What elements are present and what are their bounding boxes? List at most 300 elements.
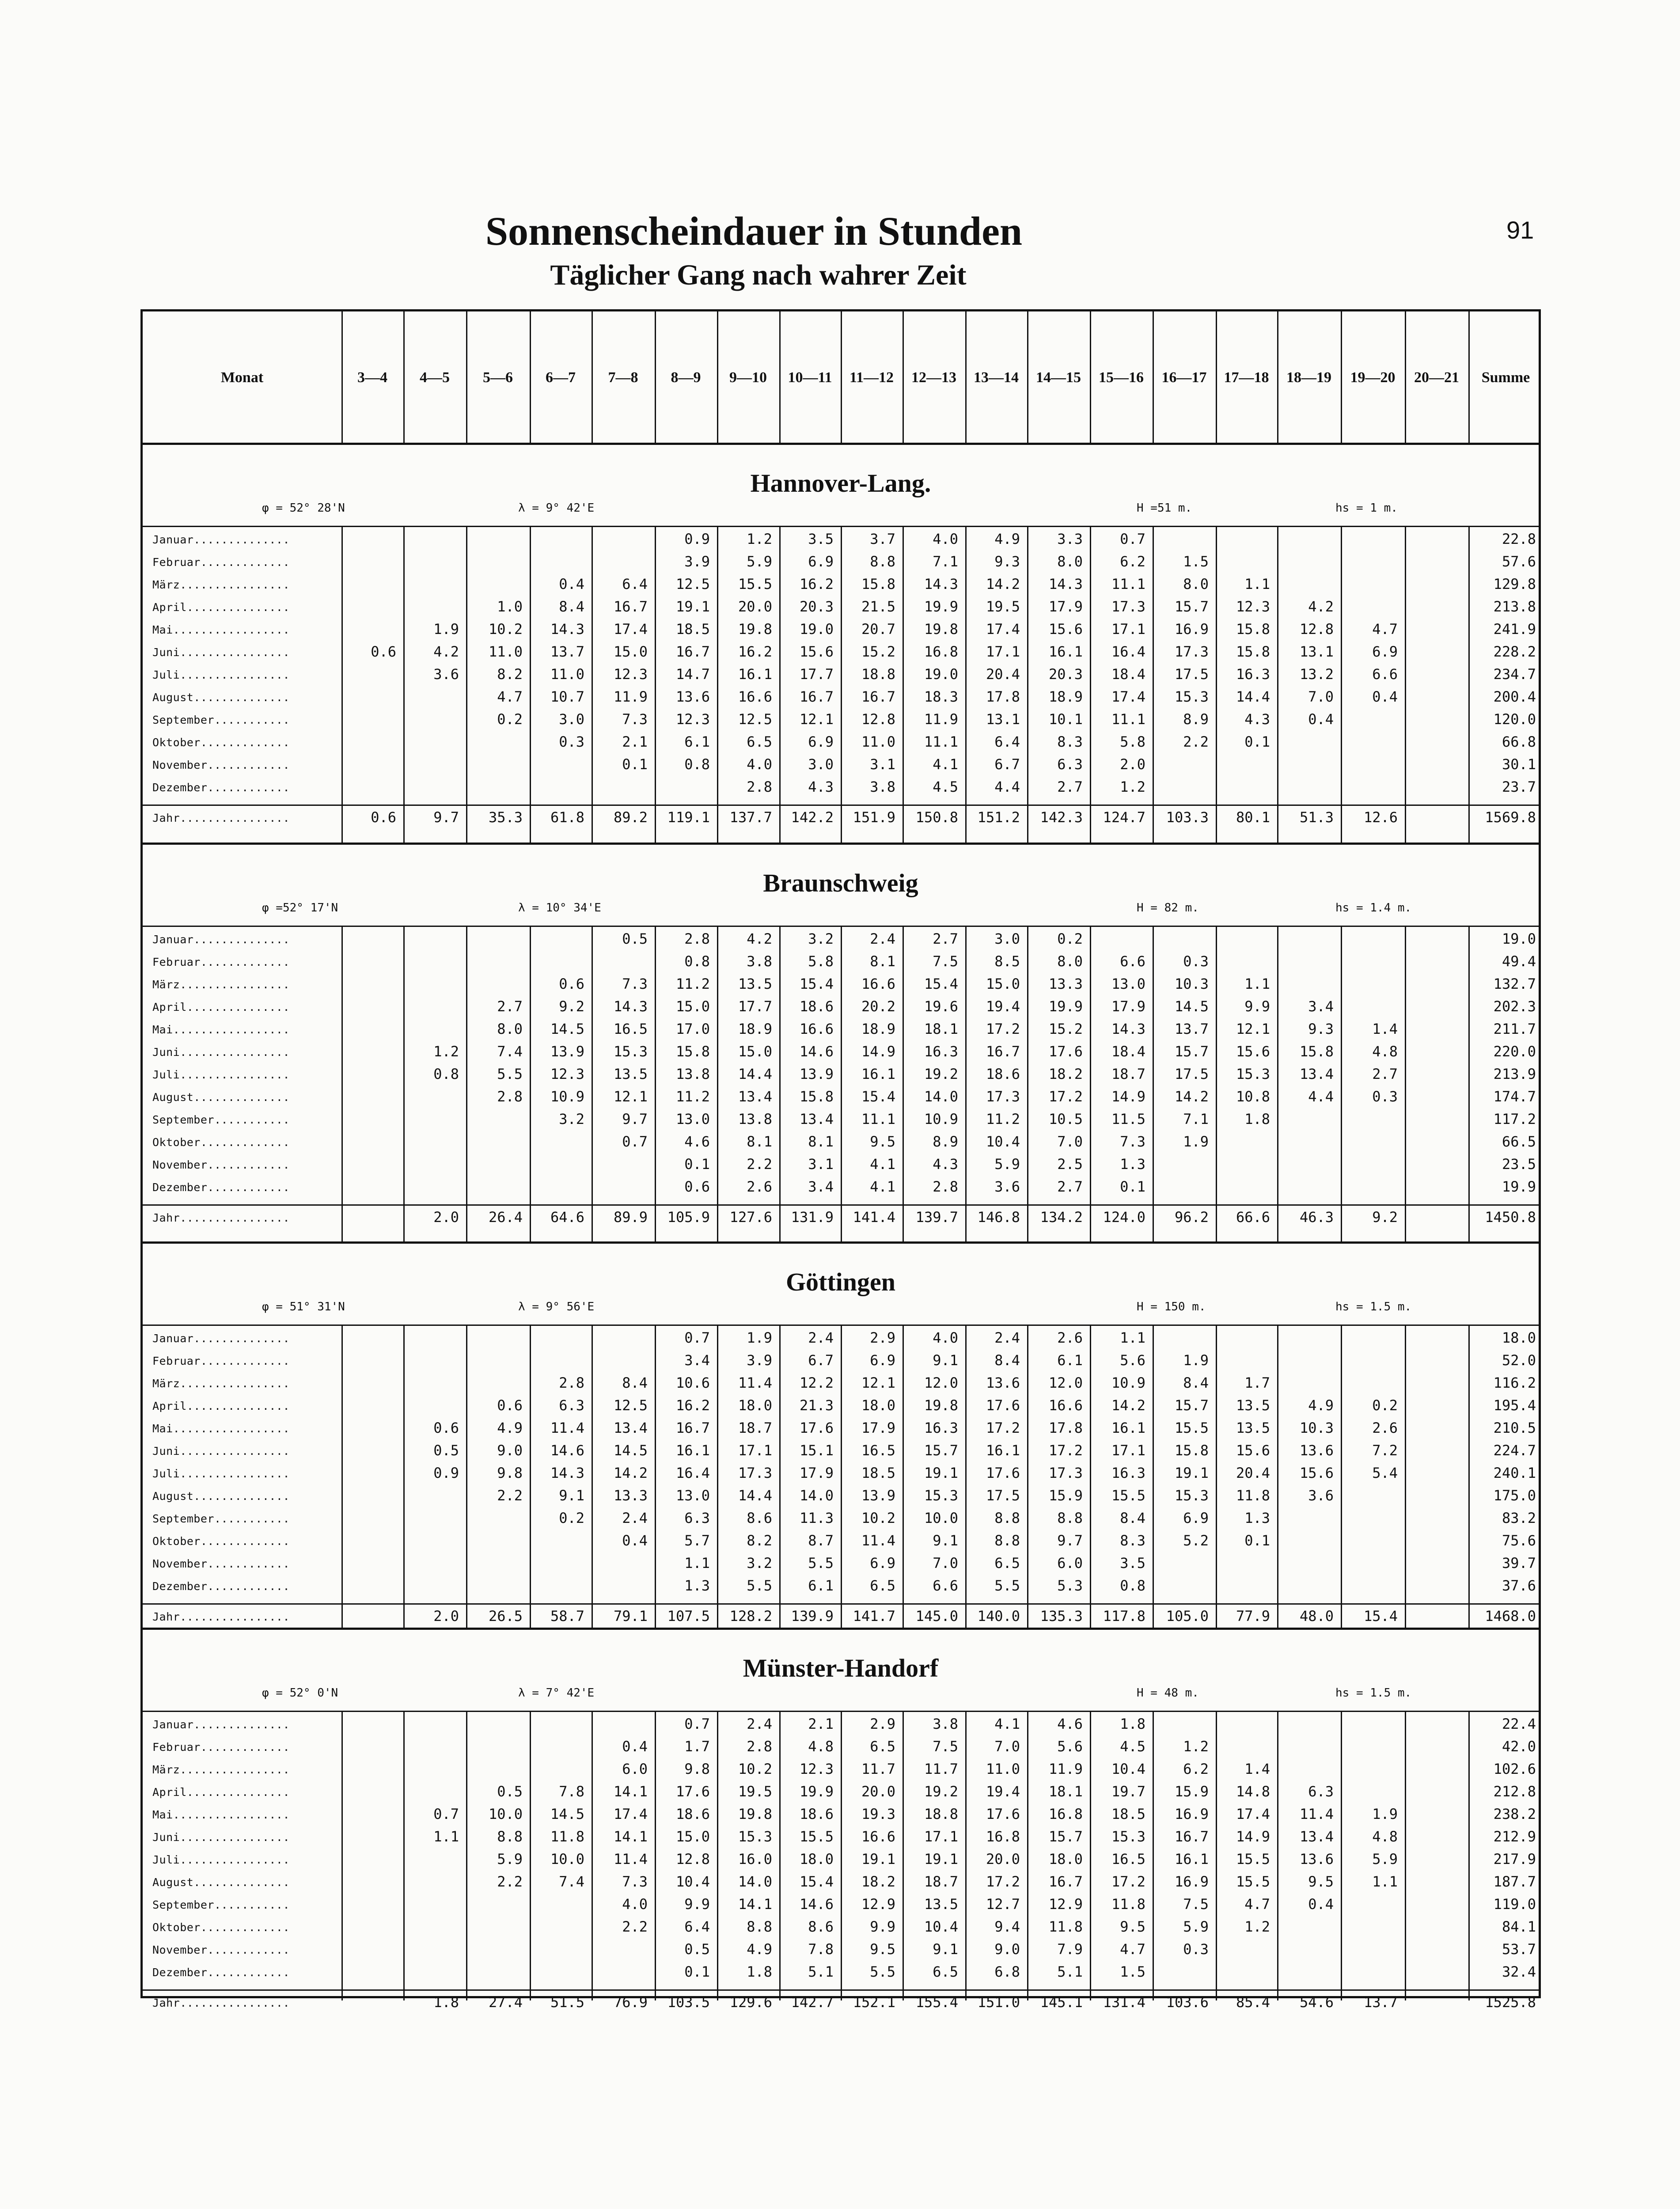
table-cell: 15.7 (1048, 1828, 1083, 1845)
month-label: Jahr................ (152, 812, 290, 824)
table-cell: 0.5 (497, 1783, 523, 1800)
table-cell: 1.2 (747, 531, 772, 547)
table-cell: 1.9 (1183, 1133, 1209, 1150)
table-cell: 13.6 (675, 688, 710, 705)
table-cell: 0.3 (1183, 953, 1209, 970)
table-cell: 0.3 (559, 733, 584, 750)
column-divider (965, 1326, 967, 1629)
header-divider (403, 311, 405, 444)
header-divider (1027, 311, 1028, 444)
table-cell: 4.9 (497, 1420, 523, 1436)
table-cell: 140.0 (977, 1608, 1020, 1624)
table-cell: 17.9 (1111, 998, 1145, 1015)
table-cell: 13.0 (675, 1487, 710, 1504)
header-hour-7: 9—10 (729, 369, 767, 386)
table-cell: 3.8 (933, 1716, 958, 1732)
table-cell: 5.2 (1183, 1532, 1209, 1549)
sum-cell: 210.5 (1493, 1420, 1536, 1436)
sum-cell: 30.1 (1502, 756, 1536, 773)
table-cell: 9.7 (1057, 1532, 1083, 1549)
column-divider (841, 927, 842, 1243)
column-divider (1027, 927, 1028, 1243)
table-cell: 0.8 (684, 953, 710, 970)
month-label: August.............. (152, 1876, 290, 1889)
table-cell: 19.8 (924, 621, 958, 638)
sum-cell: 212.8 (1493, 1783, 1536, 1800)
table-cell: 18.2 (861, 1873, 895, 1890)
header-divider (341, 311, 343, 444)
table-cell: 1.1 (1120, 1329, 1145, 1346)
month-label: Oktober............. (152, 1136, 290, 1149)
table-cell: 13.5 (1236, 1397, 1270, 1414)
table-cell: 12.8 (1299, 621, 1334, 638)
table-cell: 4.9 (747, 1941, 772, 1958)
column-divider (530, 1712, 531, 2000)
sum-cell: 39.7 (1502, 1555, 1536, 1571)
table-cell: 18.9 (1048, 688, 1083, 705)
table-cell: 4.3 (1244, 711, 1270, 728)
table-cell: 6.4 (622, 576, 648, 592)
table-cell: 15.5 (1111, 1487, 1145, 1504)
sunshine-table (140, 309, 1541, 2011)
month-label: August.............. (152, 1091, 290, 1104)
table-cell: 10.4 (1111, 1761, 1145, 1777)
table-cell: 13.3 (613, 1487, 648, 1504)
table-cell: 2.8 (933, 1178, 958, 1195)
header-divider (1090, 311, 1091, 444)
table-cell: 1.1 (1372, 1873, 1398, 1890)
table-cell: 6.3 (1057, 756, 1083, 773)
table-cell: 16.2 (675, 1397, 710, 1414)
table-cell: 96.2 (1174, 1209, 1209, 1226)
table-cell: 19.0 (924, 666, 958, 683)
table-cell: 19.1 (924, 1851, 958, 1867)
table-cell: 146.8 (977, 1209, 1020, 1226)
table-cell: 8.1 (747, 1133, 772, 1150)
table-cell: 19.8 (738, 1806, 772, 1822)
table-cell: 15.0 (675, 998, 710, 1015)
column-divider (1090, 927, 1091, 1243)
table-cell: 6.1 (684, 733, 710, 750)
table-cell: 15.6 (1048, 621, 1083, 638)
column-divider (1153, 927, 1154, 1243)
sum-cell: 212.9 (1493, 1828, 1536, 1845)
column-divider (1405, 927, 1406, 1243)
column-divider (530, 1326, 531, 1629)
table-cell: 1.4 (1244, 1761, 1270, 1777)
table-cell: 1.9 (747, 1329, 772, 1346)
table-cell: 8.0 (1183, 576, 1209, 592)
table-cell: 4.9 (1308, 1397, 1334, 1414)
table-cell: 9.2 (1372, 1209, 1398, 1226)
table-cell: 16.6 (799, 1021, 834, 1037)
table-cell: 21.3 (799, 1397, 834, 1414)
table-cell: 1.1 (1244, 576, 1270, 592)
table-cell: 2.6 (747, 1178, 772, 1195)
table-cell: 19.2 (924, 1066, 958, 1082)
column-divider (341, 1326, 343, 1629)
table-cell: 10.4 (675, 1873, 710, 1890)
table-cell: 11.7 (924, 1761, 958, 1777)
table-cell: 7.8 (808, 1941, 834, 1958)
table-cell: 8.5 (994, 953, 1020, 970)
table-cell: 10.2 (861, 1510, 895, 1526)
table-cell: 10.4 (924, 1918, 958, 1935)
column-divider (1277, 527, 1278, 844)
table-cell: 14.4 (738, 1066, 772, 1082)
table-cell: 1.8 (747, 1963, 772, 1980)
table-cell: 61.8 (550, 809, 584, 826)
table-cell: 17.6 (986, 1397, 1020, 1414)
table-cell: 103.3 (1166, 809, 1209, 826)
table-cell: 2.9 (870, 1716, 895, 1732)
table-cell: 19.1 (675, 598, 710, 615)
table-cell: 12.0 (1048, 1374, 1083, 1391)
table-cell: 16.3 (924, 1043, 958, 1060)
table-cell: 9.1 (933, 1941, 958, 1958)
month-label: April............... (152, 1400, 290, 1412)
table-cell: 17.9 (861, 1420, 895, 1436)
table-cell: 137.7 (729, 809, 772, 826)
column-divider (530, 927, 531, 1243)
table-cell: 5.5 (994, 1577, 1020, 1594)
table-cell: 11.0 (550, 666, 584, 683)
table-cell: 8.2 (497, 666, 523, 683)
table-cell: 15.5 (1236, 1873, 1270, 1890)
table-cell: 6.1 (1057, 1352, 1083, 1369)
column-divider (1216, 927, 1217, 1243)
column-divider (1153, 1326, 1154, 1629)
table-cell: 129.6 (729, 1994, 772, 2011)
table-cell: 1.3 (1244, 1510, 1270, 1526)
month-label: Juni................ (152, 1831, 290, 1844)
table-cell: 18.9 (861, 1021, 895, 1037)
column-divider (592, 527, 593, 844)
table-cell: 6.9 (870, 1352, 895, 1369)
table-cell: 0.7 (684, 1329, 710, 1346)
table-cell: 10.3 (1174, 975, 1209, 992)
table-cell: 2.0 (1120, 756, 1145, 773)
header-divider (717, 311, 718, 444)
header-divider (1277, 311, 1278, 444)
table-cell: 0.1 (1120, 1178, 1145, 1195)
column-divider (403, 1326, 405, 1629)
sum-cell: 220.0 (1493, 1043, 1536, 1060)
table-cell: 0.6 (371, 809, 396, 826)
table-cell: 19.1 (1174, 1465, 1209, 1481)
sum-cell: 200.4 (1493, 688, 1536, 705)
table-cell: 3.9 (684, 553, 710, 570)
table-cell: 15.0 (986, 975, 1020, 992)
table-cell: 103.6 (1166, 1994, 1209, 2011)
table-cell: 8.4 (994, 1352, 1020, 1369)
table-cell: 5.5 (808, 1555, 834, 1571)
table-cell: 3.7 (870, 531, 895, 547)
header-hour-4: 6—7 (546, 369, 576, 386)
sum-cell: 37.6 (1502, 1577, 1536, 1594)
month-label: März................ (152, 1763, 290, 1776)
longitude: λ = 7° 42'E (518, 1686, 595, 1700)
table-cell: 18.0 (1048, 1851, 1083, 1867)
table-cell: 13.5 (1236, 1420, 1270, 1436)
table-cell: 13.9 (799, 1066, 834, 1082)
table-cell: 0.6 (684, 1178, 710, 1195)
table-cell: 18.6 (799, 1806, 834, 1822)
table-cell: 0.4 (1308, 711, 1334, 728)
table-cell: 139.9 (791, 1608, 834, 1624)
table-cell: 8.9 (1183, 711, 1209, 728)
table-cell: 8.4 (559, 598, 584, 615)
table-cell: 4.3 (808, 778, 834, 795)
table-cell: 15.8 (1236, 643, 1270, 660)
table-cell: 142.3 (1040, 809, 1083, 826)
table-cell: 2.4 (870, 930, 895, 947)
table-cell: 5.4 (1372, 1465, 1398, 1481)
latitude: φ =52° 17'N (262, 901, 338, 915)
month-label: April............... (152, 1001, 290, 1013)
table-cell: 12.1 (799, 711, 834, 728)
header-divider (841, 311, 842, 444)
table-cell: 11.8 (550, 1828, 584, 1845)
table-cell: 8.1 (808, 1133, 834, 1150)
table-cell: 6.3 (559, 1397, 584, 1414)
table-cell: 3.2 (808, 930, 834, 947)
table-cell: 2.6 (1057, 1329, 1083, 1346)
table-cell: 9.1 (933, 1532, 958, 1549)
table-cell: 8.8 (747, 1918, 772, 1935)
table-cell: 15.3 (1111, 1828, 1145, 1845)
table-cell: 2.1 (808, 1716, 834, 1732)
table-cell: 6.7 (994, 756, 1020, 773)
table-cell: 9.1 (933, 1352, 958, 1369)
table-cell: 11.0 (861, 733, 895, 750)
table-cell: 103.5 (667, 1994, 710, 2011)
table-cell: 128.2 (729, 1608, 772, 1624)
table-cell: 20.4 (986, 666, 1020, 683)
table-cell: 16.4 (675, 1465, 710, 1481)
table-cell: 9.8 (497, 1465, 523, 1481)
table-cell: 15.3 (613, 1043, 648, 1060)
table-cell: 12.8 (675, 1851, 710, 1867)
month-label: Mai................. (152, 1422, 290, 1435)
table-cell: 8.8 (994, 1510, 1020, 1526)
table-cell: 35.3 (488, 809, 523, 826)
table-cell: 18.7 (924, 1873, 958, 1890)
table-cell: 0.2 (1057, 930, 1083, 947)
column-divider (717, 527, 718, 844)
station-title: Braunschweig (763, 869, 918, 897)
table-cell: 16.4 (1111, 643, 1145, 660)
table-cell: 19.5 (986, 598, 1020, 615)
table-cell: 16.1 (986, 1442, 1020, 1459)
header-hour-1: 3—4 (357, 369, 387, 386)
column-divider (841, 527, 842, 844)
table-cell: 16.8 (986, 1828, 1020, 1845)
header-divider (1468, 311, 1470, 444)
table-cell: 14.1 (613, 1783, 648, 1800)
table-cell: 3.8 (870, 778, 895, 795)
column-divider (655, 527, 656, 844)
table-cell: 4.1 (870, 1156, 895, 1173)
table-cell: 5.9 (747, 553, 772, 570)
month-label: Februar............. (152, 956, 290, 968)
month-label: Januar.............. (152, 1332, 290, 1345)
table-cell: 1.2 (433, 1043, 459, 1060)
table-cell: 10.6 (675, 1374, 710, 1391)
sum-cell: 129.8 (1493, 576, 1536, 592)
table-cell: 14.6 (799, 1043, 834, 1060)
table-cell: 0.9 (433, 1465, 459, 1481)
table-cell: 10.8 (1236, 1088, 1270, 1105)
table-cell: 0.2 (559, 1510, 584, 1526)
table-cell: 14.5 (550, 1806, 584, 1822)
month-label: Juni................ (152, 1046, 290, 1059)
table-cell: 13.4 (1299, 1066, 1334, 1082)
table-cell: 14.4 (1236, 688, 1270, 705)
table-cell: 11.1 (924, 733, 958, 750)
table-cell: 17.1 (1111, 621, 1145, 638)
table-cell: 17.6 (986, 1465, 1020, 1481)
table-cell: 7.0 (1057, 1133, 1083, 1150)
header-month: Monat (220, 369, 264, 386)
sum-cell: 120.0 (1493, 711, 1536, 728)
table-cell: 15.0 (675, 1828, 710, 1845)
table-cell: 17.1 (924, 1828, 958, 1845)
table-cell: 19.3 (861, 1806, 895, 1822)
column-divider (466, 1712, 467, 2000)
table-cell: 11.1 (1111, 711, 1145, 728)
header-hour-11: 13—14 (974, 369, 1019, 386)
table-cell: 18.6 (986, 1066, 1020, 1082)
table-cell: 14.8 (1236, 1783, 1270, 1800)
month-label: September........... (152, 714, 290, 726)
table-cell: 9.9 (684, 1896, 710, 1913)
table-cell: 10.1 (1048, 711, 1083, 728)
header-hour-9: 11—12 (849, 369, 894, 386)
column-divider (655, 1326, 656, 1629)
table-cell: 18.2 (1048, 1066, 1083, 1082)
column-divider (965, 527, 967, 844)
header-hour-18: 20—21 (1414, 369, 1459, 386)
table-cell: 6.9 (1183, 1510, 1209, 1526)
table-cell: 17.9 (799, 1465, 834, 1481)
column-divider (341, 1712, 343, 2000)
table-cell: 12.6 (1363, 809, 1398, 826)
table-cell: 145.1 (1040, 1994, 1083, 2011)
table-cell: 8.6 (747, 1510, 772, 1526)
table-cell: 27.4 (488, 1994, 523, 2011)
table-cell: 13.2 (1299, 666, 1334, 683)
table-cell: 12.1 (613, 1088, 648, 1105)
table-cell: 124.0 (1103, 1209, 1145, 1226)
table-cell: 4.8 (808, 1738, 834, 1755)
table-cell: 2.1 (622, 733, 648, 750)
station-height: H = 150 m. (1137, 1300, 1206, 1313)
table-cell: 12.1 (861, 1374, 895, 1391)
page-title: Sonnenscheindauer in Stunden (485, 209, 1023, 254)
table-cell: 105.0 (1166, 1608, 1209, 1624)
column-divider (1405, 1326, 1406, 1629)
table-cell: 17.4 (613, 621, 648, 638)
table-cell: 0.3 (1183, 1941, 1209, 1958)
sum-cell: 23.7 (1502, 778, 1536, 795)
table-cell: 13.4 (1299, 1828, 1334, 1845)
table-cell: 18.9 (738, 1021, 772, 1037)
table-cell: 2.4 (808, 1329, 834, 1346)
table-cell: 4.5 (1120, 1738, 1145, 1755)
header-hour-10: 12—13 (911, 369, 956, 386)
table-cell: 15.5 (738, 576, 772, 592)
table-cell: 5.6 (1120, 1352, 1145, 1369)
table-cell: 151.0 (977, 1994, 1020, 2011)
table-cell: 13.8 (675, 1066, 710, 1082)
table-cell: 16.1 (1111, 1420, 1145, 1436)
table-cell: 12.3 (799, 1761, 834, 1777)
table-cell: 11.4 (613, 1851, 648, 1867)
table-cell: 20.0 (738, 598, 772, 615)
table-cell: 9.5 (1120, 1918, 1145, 1935)
sum-cell: 224.7 (1493, 1442, 1536, 1459)
month-label: August.............. (152, 691, 290, 704)
table-cell: 8.8 (497, 1828, 523, 1845)
column-divider (466, 1326, 467, 1629)
column-divider (841, 1712, 842, 2000)
table-cell: 9.8 (684, 1761, 710, 1777)
header-hour-5: 7—8 (608, 369, 638, 386)
table-cell: 18.6 (799, 998, 834, 1015)
sum-cell: 228.2 (1493, 643, 1536, 660)
table-cell: 15.3 (1236, 1066, 1270, 1082)
table-cell: 20.4 (1236, 1465, 1270, 1481)
table-cell: 1.5 (1183, 553, 1209, 570)
table-cell: 11.3 (799, 1510, 834, 1526)
section-rule (143, 1628, 1539, 1630)
table-cell: 17.3 (1111, 598, 1145, 615)
table-cell: 9.5 (870, 1133, 895, 1150)
table-cell: 14.3 (550, 621, 584, 638)
table-cell: 1.7 (1244, 1374, 1270, 1391)
table-cell: 16.5 (1111, 1851, 1145, 1867)
column-divider (1341, 927, 1342, 1243)
table-cell: 17.6 (986, 1806, 1020, 1822)
station-height: H = 82 m. (1137, 901, 1199, 915)
latitude: φ = 51° 31'N (262, 1300, 345, 1313)
table-cell: 1.1 (684, 1555, 710, 1571)
table-cell: 12.5 (738, 711, 772, 728)
table-cell: 4.6 (1057, 1716, 1083, 1732)
table-cell: 0.4 (1308, 1896, 1334, 1913)
table-cell: 18.6 (675, 1806, 710, 1822)
table-cell: 12.2 (799, 1374, 834, 1391)
table-cell: 6.0 (1057, 1555, 1083, 1571)
table-cell: 151.2 (977, 809, 1020, 826)
table-cell: 0.4 (1372, 688, 1398, 705)
table-cell: 8.3 (1120, 1532, 1145, 1549)
table-cell: 5.8 (1120, 733, 1145, 750)
table-cell: 11.2 (675, 975, 710, 992)
table-cell: 4.3 (933, 1156, 958, 1173)
month-label: November............ (152, 1557, 290, 1570)
table-cell: 58.7 (550, 1608, 584, 1624)
column-divider (403, 527, 405, 844)
table-cell: 5.8 (808, 953, 834, 970)
page-subtitle: Täglicher Gang nach wahrer Zeit (550, 259, 967, 291)
table-cell: 20.3 (1048, 666, 1083, 683)
table-cell: 3.6 (1308, 1487, 1334, 1504)
table-cell: 16.3 (924, 1420, 958, 1436)
table-cell: 0.1 (622, 756, 648, 773)
sum-cell: 117.2 (1493, 1111, 1536, 1127)
